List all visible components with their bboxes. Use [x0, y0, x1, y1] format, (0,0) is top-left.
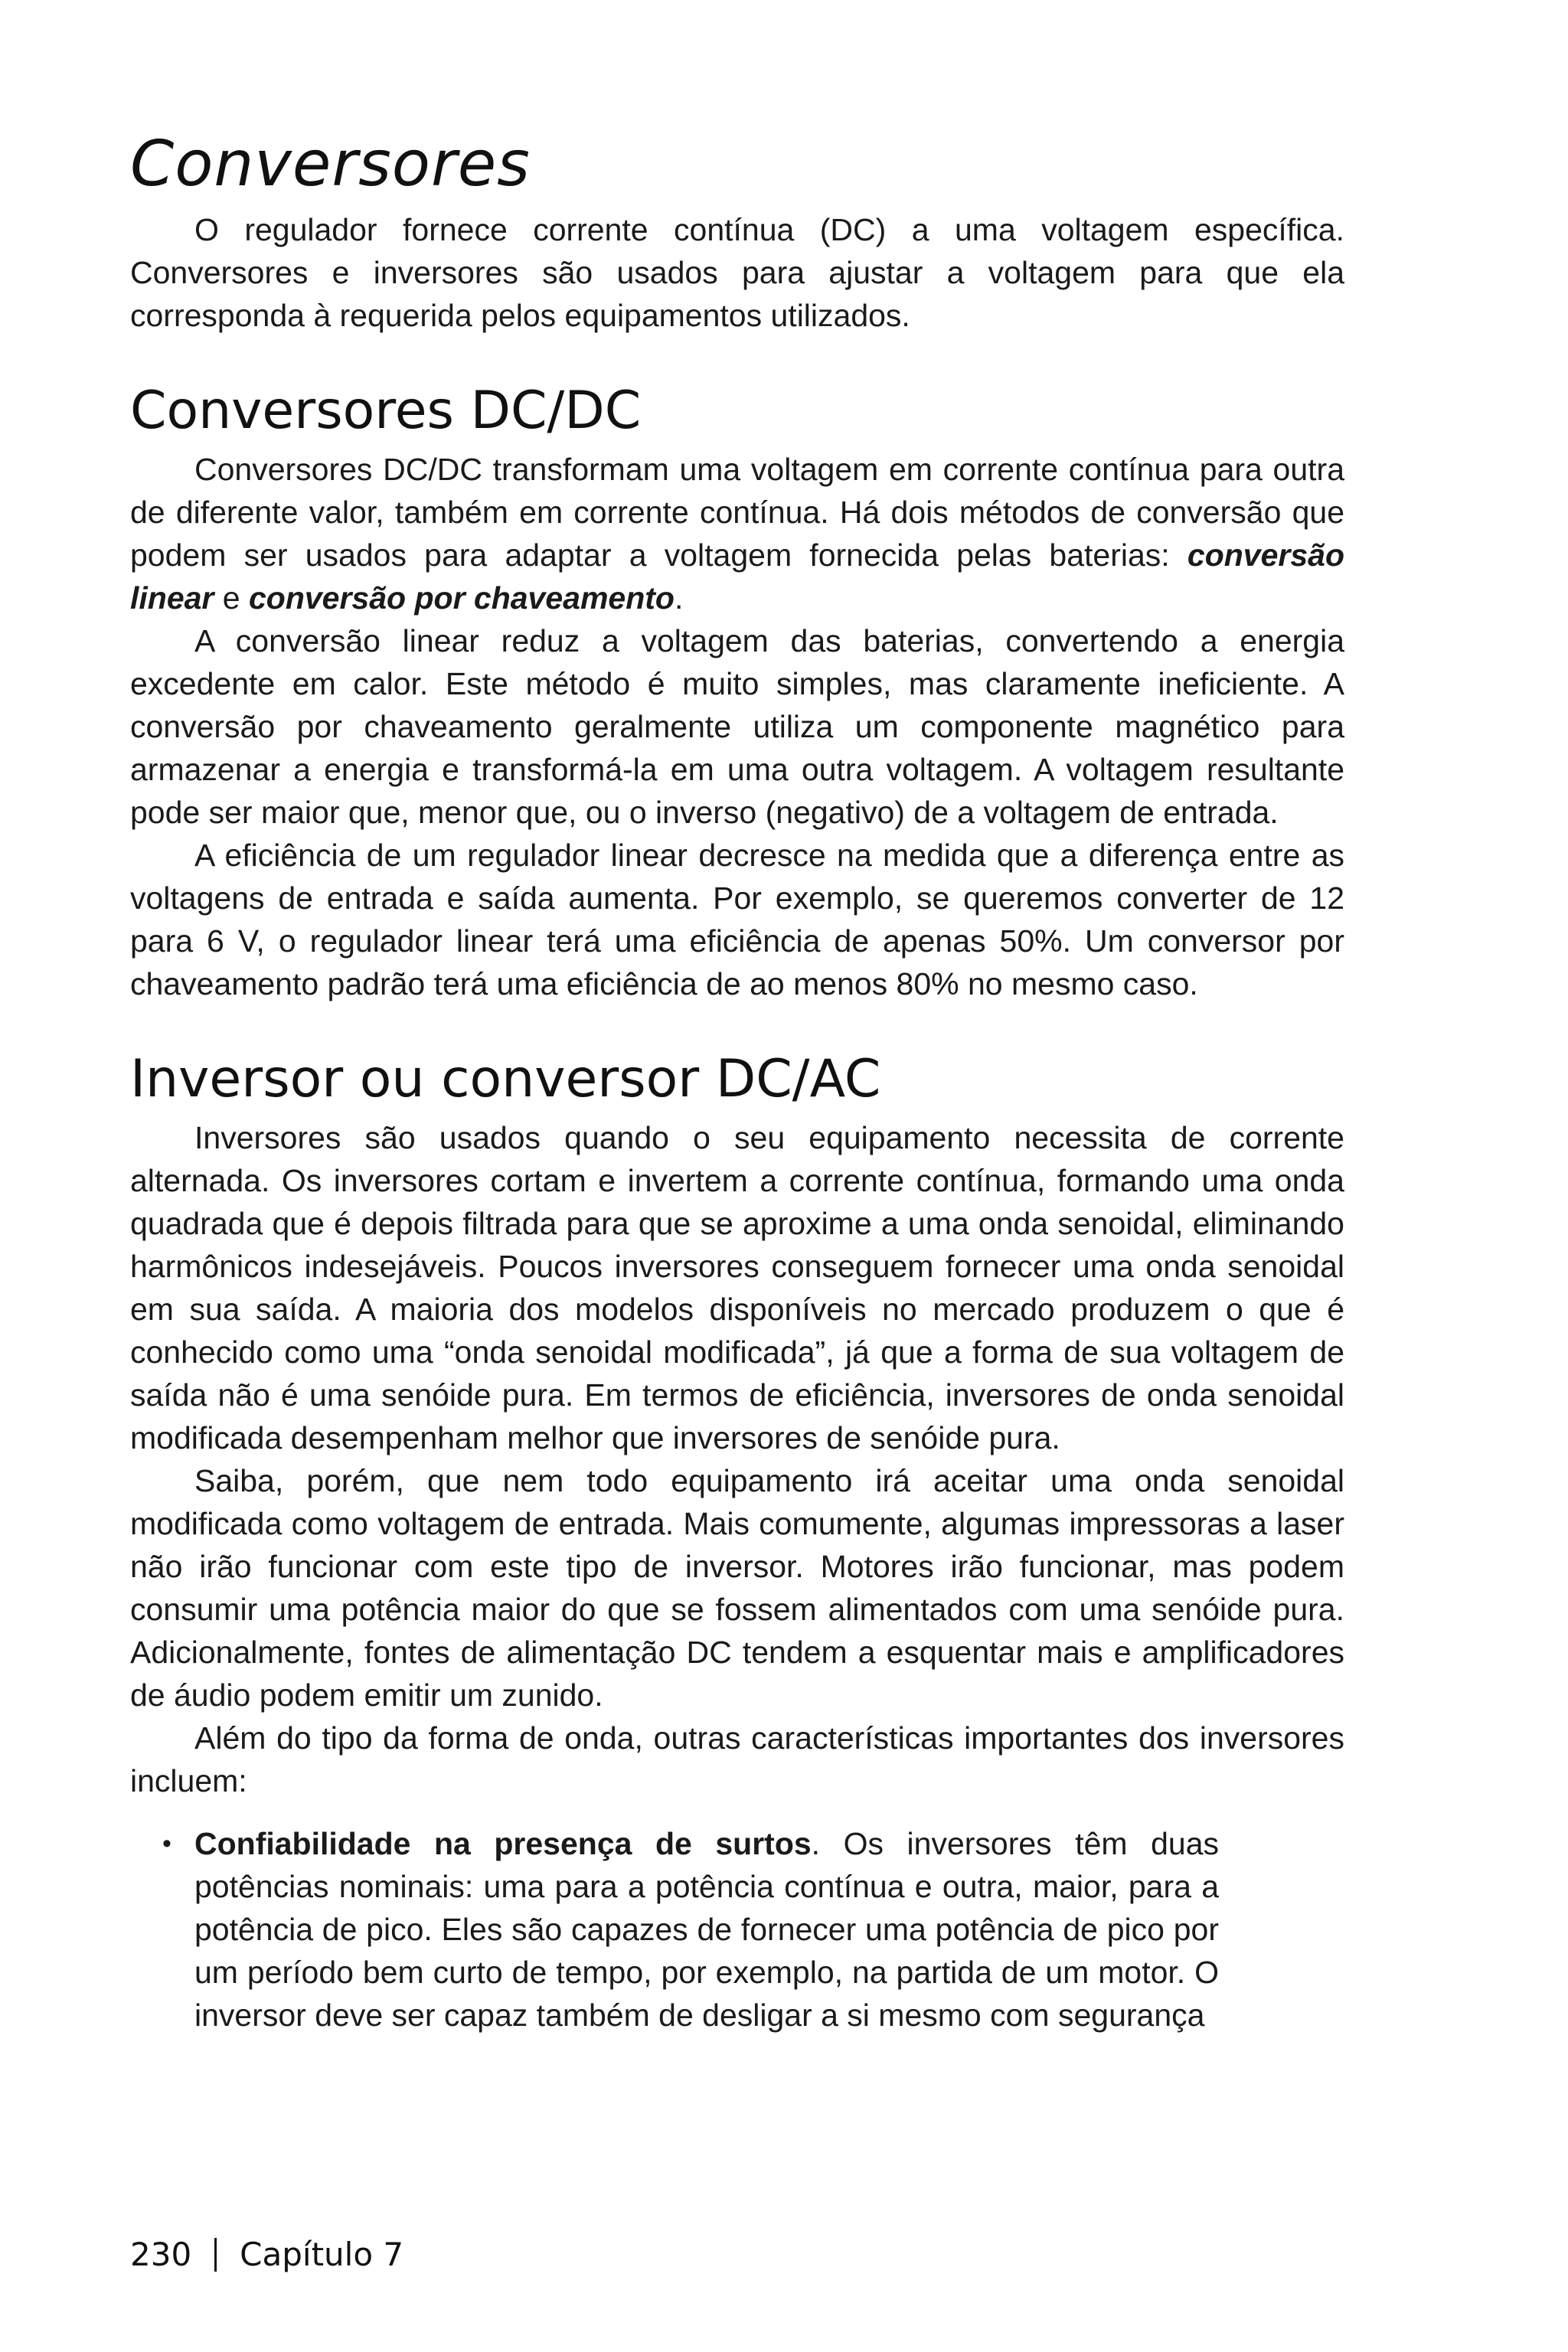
term-switching-conversion: conversão por chaveamento — [248, 580, 675, 616]
section-heading-dcdc: Conversores DC/DC — [130, 381, 642, 442]
bullet-marker: • — [162, 1828, 172, 1858]
dcdc-paragraph-1 — [130, 448, 1344, 619]
footer-separator — [214, 2238, 217, 2272]
chapter-heading: Conversores — [130, 128, 531, 201]
dcac-paragraph-3: Além do tipo da forma de onda, outras características importantes dos inversores incluem: — [130, 1720, 1344, 1798]
section-heading-dcac: Inversor ou conversor DC/AC — [130, 1048, 881, 1109]
intro-paragraph: O regulador fornece corrente contínua (DC) a uma voltagem específica. Conversores e inversores são usados para ajustar a voltagem para que ela corresponda à requerida pelos equipamentos utilizados. — [130, 212, 1344, 334]
bullet-term: Confiabilidade na presença de surtos — [194, 1825, 812, 1861]
dcac-paragraph-1: Inversores são usados quando o seu equipamento necessita de corrente alternada. Os inversores cortam e invertem a corrente contínua, formando uma onda quadrada que é depois filtrada para que se aproxime a uma onda senoidal, eliminando harmônicos indesejáveis. Poucos inversores conseguem fornecer uma onda senoidal em sua saída. A maioria dos modelos disponíveis no mercado produzem o que é conhecido como uma “onda senoidal modificada”, já que a forma de sua voltagem de saída não é uma senóide pura. Em termos de eficiência, inversores de onda senoidal modificada desempenham melhor que inversores de senóide pura. — [130, 1119, 1344, 1455]
dcdc-p1-end: . — [674, 580, 684, 616]
term-linear-conversion: conversão linear — [130, 537, 1344, 616]
dcac-paragraph-2: Saiba, porém, que nem todo equipamento irá aceitar uma onda senoidal modificada como voltagem de entrada. Mais comumente, algumas impressoras a laser não irão funcionar com este tipo de inversor. Motores irão funcionar, mas podem consumir uma potência maior do que se fossem alimentados com uma senóide pura. Adicionalmente, fontes de alimentação DC tendem a esquentar mais e amplificadores de áudio podem emitir um zunido. — [130, 1462, 1344, 1713]
dcdc-paragraph-3: A eficiência de um regulador linear decresce na medida que a diferença entre as voltagens de entrada e saída aumenta. Por exemplo, se queremos converter de 12 para 6 V, o regulador linear terá uma eficiência de apenas 50%. Um conversor por chaveamento padrão terá uma eficiência de ao menos 80% no mesmo caso. — [130, 837, 1344, 1001]
page-footer — [130, 2236, 403, 2273]
dcdc-p1-start: Conversores DC/DC transformam uma voltagem em corrente contínua para outra de diferente valor, também em corrente contínua. Há dois métodos de conversão que podem ser usados para adaptar a voltagem fornecida pelas baterias: — [130, 451, 1344, 573]
dcdc-p1-mid: e — [214, 580, 249, 616]
list-item — [162, 1822, 1280, 2037]
bullet-text: . Os inversores têm duas potências nominais: uma para a potência contínua e outra, maior, para a potência de pico. Eles são capazes de fornecer uma potência de pico por um período bem curto de tempo, por exemplo, na partida de um motor. O inversor deve ser capaz também de desligar a si mesmo com segurança — [194, 1825, 1219, 2033]
dcdc-paragraph-2: A conversão linear reduz a voltagem das baterias, convertendo a energia excedente em calor. Este método é muito simples, mas claramente ineficiente. A conversão por chaveamento geralmente utiliza um componente magnético para armazenar a energia e transformá-la em uma outra voltagem. A voltagem resultante pode ser maior que, menor que, ou o inverso (negativo) de a voltagem de entrada. — [130, 622, 1344, 830]
bullet-list — [130, 1822, 1280, 2037]
page-content — [130, 130, 1344, 2037]
chapter-label: Capítulo 7 — [240, 2236, 404, 2273]
page-number: 230 — [130, 2236, 192, 2273]
